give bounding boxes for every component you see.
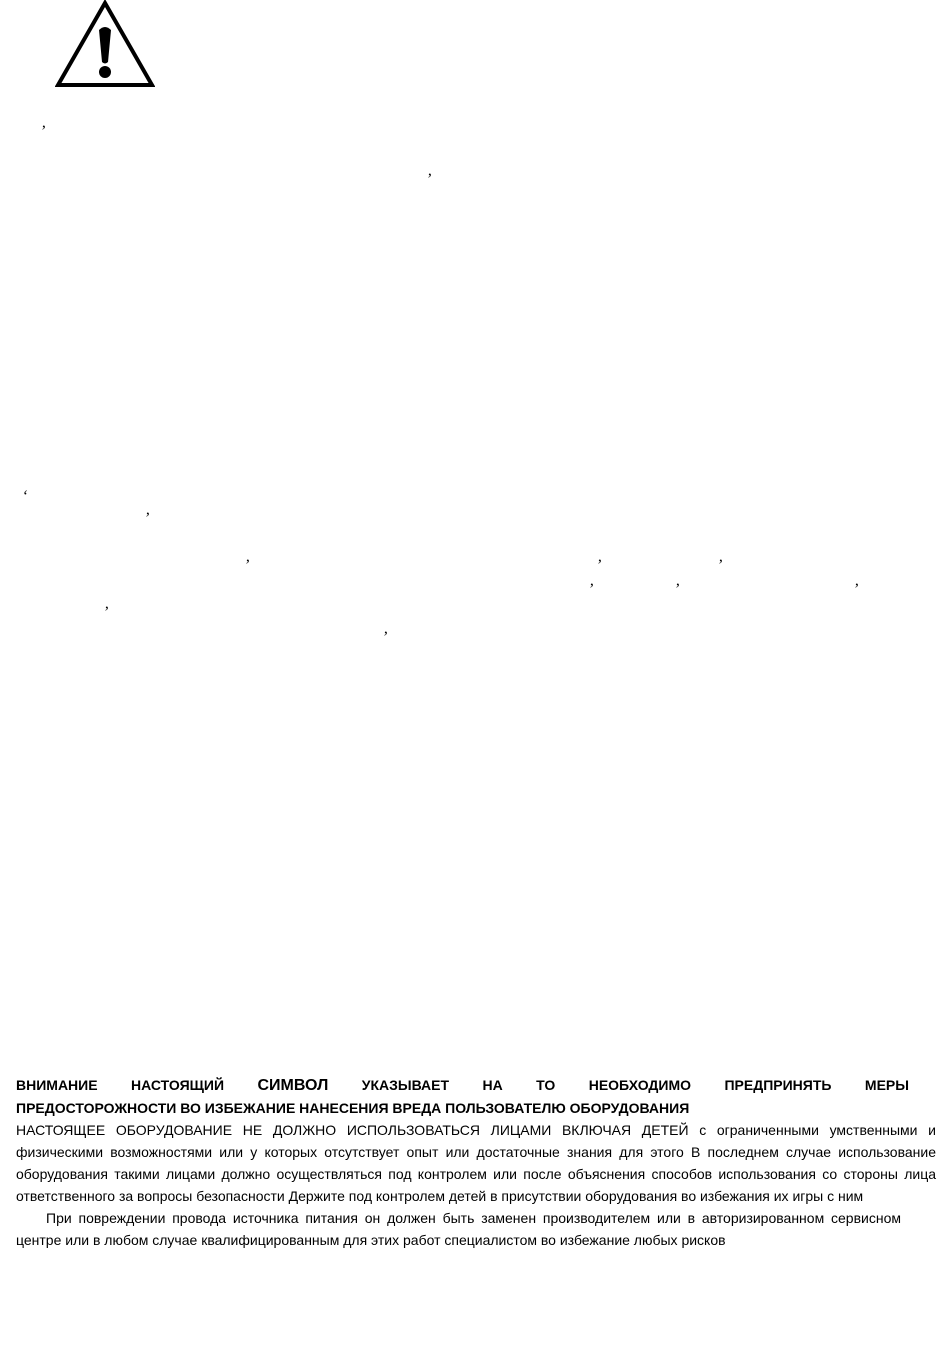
warning-word: МЕРЫ: [864, 1077, 909, 1093]
warning-word: ТО: [536, 1077, 556, 1093]
safety-text-block: [16, 1074, 936, 1251]
stray-mark: ’: [853, 581, 859, 598]
warning-heading-line-2: ПРЕДОСТОРОЖНОСТИ ВО ИЗБЕЖАНИЕ НАНЕСЕНИЯ ВРЕДА ПОЛЬЗОВАТЕЛЮ ОБОРУДОВАНИЯ: [16, 1100, 690, 1116]
warning-word: НА: [482, 1077, 503, 1093]
warning-word: ПРЕДПРИНЯТЬ: [724, 1077, 832, 1093]
power-cord-paragraph: При повреждении провода источника питания он должен быть заменен производителем или в авторизированном сервисном центре или в любом случае квалифицированным для этих работ специалистом во избежание любых рисков: [16, 1210, 901, 1248]
stray-mark: ’: [596, 557, 602, 574]
stray-mark: ’: [588, 581, 594, 598]
stray-mark: ’: [717, 557, 723, 574]
stray-mark: ’: [103, 604, 109, 621]
stray-mark: ‘: [22, 488, 28, 505]
stray-mark: ’: [674, 581, 680, 598]
warning-heading-line-1: [16, 1074, 909, 1097]
warning-word: НАСТОЯЩИЙ: [131, 1077, 225, 1093]
warning-word: ВНИМАНИЕ: [16, 1077, 98, 1093]
warning-word: СИМВОЛ: [257, 1077, 329, 1094]
stray-mark: ’: [382, 629, 388, 646]
stray-mark: ’: [244, 557, 250, 574]
warning-word: НЕОБХОДИМО: [588, 1077, 692, 1093]
usage-restriction-paragraph: НАСТОЯЩЕЕ ОБОРУДОВАНИЕ НЕ ДОЛЖНО ИСПОЛЬЗОВАТЬСЯ ЛИЦАМИ ВКЛЮЧАЯ ДЕТЕЙ с ограниченными умственными и физическими возможностями или у которых отсутствует опыт или достаточные знания для этого В последнем случае использование оборудования такими лицами должно осуществляться под контролем или после объяснения способов использования со стороны лица ответственного за вопросы безопасности Держите под контролем детей в присутствии оборудования во избежания их игры с ним: [16, 1122, 936, 1204]
warning-word: УКАЗЫВАЕТ: [361, 1077, 450, 1093]
stray-mark: ’: [40, 123, 46, 140]
warning-triangle-icon: [55, 0, 155, 88]
stray-mark: ’: [144, 510, 150, 527]
stray-mark: ’: [426, 171, 432, 188]
